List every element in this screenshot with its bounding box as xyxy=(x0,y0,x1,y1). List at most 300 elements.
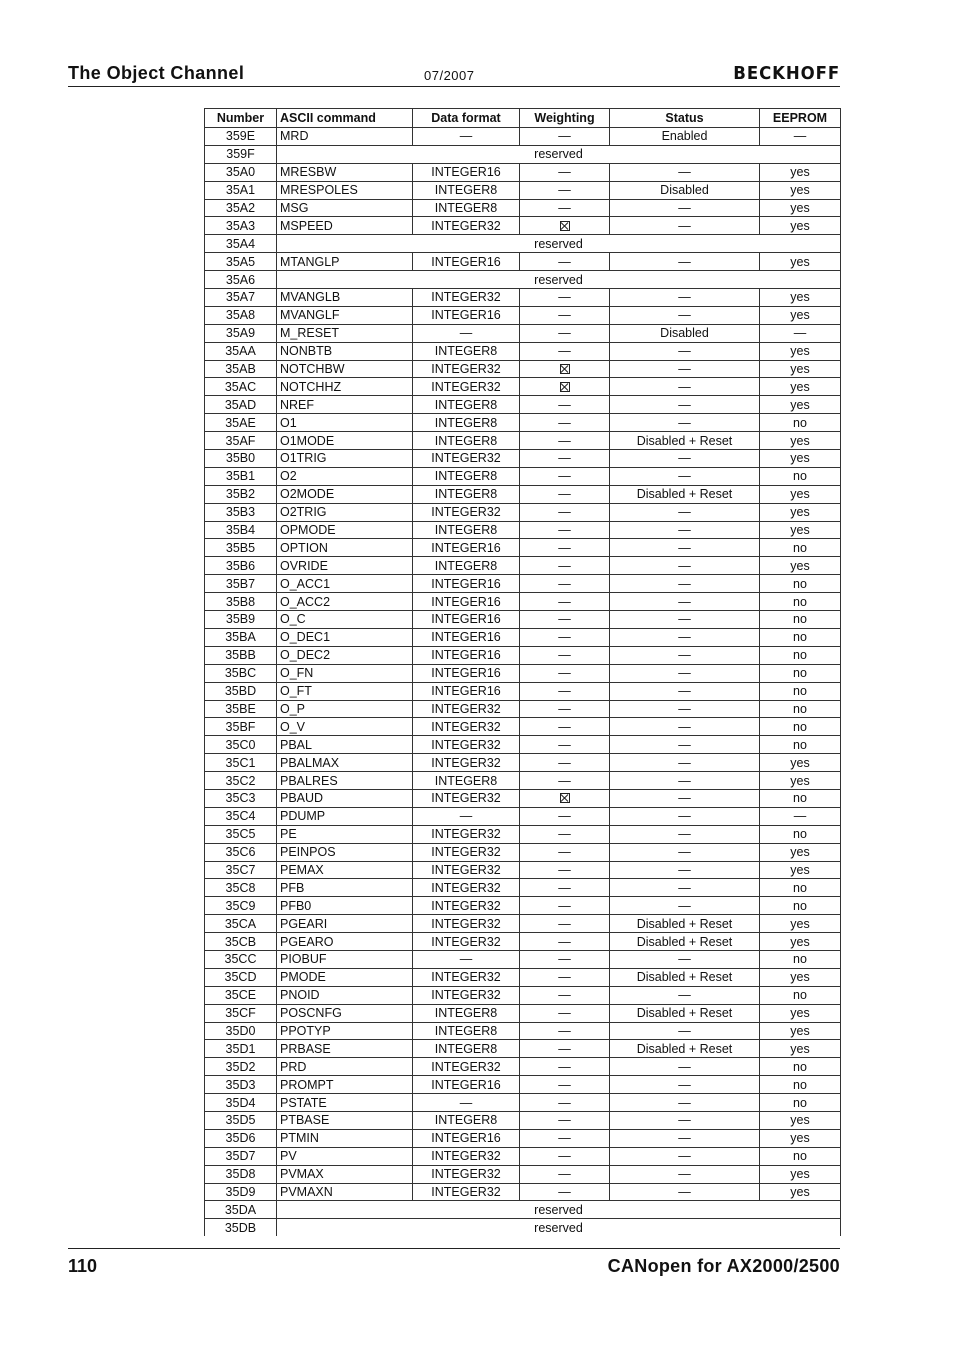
cell-status: — xyxy=(610,1022,760,1040)
checked-box-icon xyxy=(560,382,570,392)
cell-status: — xyxy=(610,736,760,754)
cell-ascii-command: O_FN xyxy=(277,664,413,682)
cell-weighting: — xyxy=(520,968,610,986)
document-title: CANopen for AX2000/2500 xyxy=(607,1256,840,1276)
table-row xyxy=(205,897,841,915)
table-row xyxy=(205,825,841,843)
cell-weighting: — xyxy=(520,181,610,199)
cell-eeprom: yes xyxy=(760,933,841,951)
cell-ascii-command: O_DEC1 xyxy=(277,628,413,646)
cell-weighting: — xyxy=(520,807,610,825)
cell-eeprom: no xyxy=(760,575,841,593)
cell-eeprom: yes xyxy=(760,450,841,468)
cell-eeprom: yes xyxy=(760,754,841,772)
table-row xyxy=(205,396,841,414)
cell-eeprom: no xyxy=(760,789,841,807)
cell-number: 35B0 xyxy=(205,450,277,468)
cell-number: 35B2 xyxy=(205,485,277,503)
cell-status: — xyxy=(610,593,760,611)
cell-data-format: — xyxy=(413,128,520,146)
cell-status: — xyxy=(610,628,760,646)
cell-weighting: — xyxy=(520,1058,610,1076)
cell-eeprom: yes xyxy=(760,915,841,933)
column-header-ascii-command: ASCII command xyxy=(277,109,413,128)
table-row xyxy=(205,611,841,629)
table-row xyxy=(205,1183,841,1201)
cell-weighting: — xyxy=(520,289,610,307)
table-row xyxy=(205,1022,841,1040)
cell-status: Disabled + Reset xyxy=(610,933,760,951)
table-row xyxy=(205,1076,841,1094)
cell-data-format: INTEGER8 xyxy=(413,432,520,450)
cell-data-format: INTEGER32 xyxy=(413,217,520,235)
cell-data-format: INTEGER32 xyxy=(413,789,520,807)
cell-data-format: INTEGER8 xyxy=(413,181,520,199)
cell-eeprom: yes xyxy=(760,163,841,181)
cell-eeprom: yes xyxy=(760,1004,841,1022)
cell-eeprom: no xyxy=(760,1094,841,1112)
footer-divider xyxy=(68,1248,840,1249)
table-row xyxy=(205,1201,841,1219)
cell-eeprom: yes xyxy=(760,306,841,324)
cell-ascii-command: PVMAXN xyxy=(277,1183,413,1201)
cell-reserved: reserved xyxy=(277,1219,841,1236)
cell-eeprom: yes xyxy=(760,342,841,360)
cell-data-format: INTEGER16 xyxy=(413,1129,520,1147)
cell-eeprom: yes xyxy=(760,1022,841,1040)
table-row xyxy=(205,1129,841,1147)
cell-eeprom: yes xyxy=(760,1183,841,1201)
cell-ascii-command: PGEARI xyxy=(277,915,413,933)
cell-eeprom: yes xyxy=(760,378,841,396)
cell-status: Disabled + Reset xyxy=(610,1004,760,1022)
column-header-status: Status xyxy=(610,109,760,128)
object-table xyxy=(204,108,841,1236)
cell-eeprom: no xyxy=(760,467,841,485)
cell-ascii-command: OPTION xyxy=(277,539,413,557)
cell-data-format: INTEGER32 xyxy=(413,718,520,736)
cell-ascii-command: O_FT xyxy=(277,682,413,700)
cell-data-format: INTEGER16 xyxy=(413,163,520,181)
table-row xyxy=(205,664,841,682)
table-row xyxy=(205,772,841,790)
cell-number: 35DA xyxy=(205,1201,277,1219)
cell-weighting: — xyxy=(520,646,610,664)
cell-data-format: INTEGER32 xyxy=(413,986,520,1004)
table-row xyxy=(205,163,841,181)
cell-ascii-command: PBAUD xyxy=(277,789,413,807)
cell-ascii-command: PTMIN xyxy=(277,1129,413,1147)
cell-weighting: — xyxy=(520,1022,610,1040)
cell-weighting: — xyxy=(520,414,610,432)
cell-number: 35A5 xyxy=(205,253,277,271)
cell-ascii-command: PGEARO xyxy=(277,933,413,951)
cell-number: 35BE xyxy=(205,700,277,718)
table-row xyxy=(205,235,841,253)
cell-data-format: INTEGER32 xyxy=(413,861,520,879)
cell-ascii-command: O1MODE xyxy=(277,432,413,450)
cell-data-format: INTEGER16 xyxy=(413,306,520,324)
cell-number: 35AF xyxy=(205,432,277,450)
cell-status: — xyxy=(610,575,760,593)
cell-status: — xyxy=(610,1129,760,1147)
cell-ascii-command: PV xyxy=(277,1147,413,1165)
cell-weighting: — xyxy=(520,485,610,503)
cell-data-format: INTEGER16 xyxy=(413,611,520,629)
cell-data-format: INTEGER16 xyxy=(413,1076,520,1094)
cell-status: — xyxy=(610,700,760,718)
page-number: 110 xyxy=(68,1256,98,1276)
cell-ascii-command: PIOBUF xyxy=(277,950,413,968)
cell-eeprom: yes xyxy=(760,253,841,271)
cell-data-format: INTEGER8 xyxy=(413,521,520,539)
cell-ascii-command: PFB0 xyxy=(277,897,413,915)
cell-data-format: INTEGER8 xyxy=(413,414,520,432)
cell-ascii-command: O1TRIG xyxy=(277,450,413,468)
table-row xyxy=(205,700,841,718)
table-row xyxy=(205,145,841,163)
cell-eeprom: no xyxy=(760,593,841,611)
table-row xyxy=(205,575,841,593)
cell-ascii-command: PEINPOS xyxy=(277,843,413,861)
cell-data-format: — xyxy=(413,950,520,968)
table-row xyxy=(205,1111,841,1129)
cell-data-format: INTEGER16 xyxy=(413,646,520,664)
table-row xyxy=(205,271,841,289)
cell-data-format: INTEGER8 xyxy=(413,342,520,360)
cell-status: — xyxy=(610,1111,760,1129)
cell-eeprom: no xyxy=(760,628,841,646)
column-header-weighting: Weighting xyxy=(520,109,610,128)
table-row xyxy=(205,950,841,968)
cell-data-format: INTEGER32 xyxy=(413,1165,520,1183)
cell-data-format: INTEGER32 xyxy=(413,897,520,915)
cell-ascii-command: MRESPOLES xyxy=(277,181,413,199)
cell-status: — xyxy=(610,253,760,271)
table-row xyxy=(205,1219,841,1236)
cell-status: — xyxy=(610,754,760,772)
cell-eeprom: no xyxy=(760,897,841,915)
cell-ascii-command: NOTCHHZ xyxy=(277,378,413,396)
cell-eeprom: no xyxy=(760,879,841,897)
table-row xyxy=(205,1004,841,1022)
cell-ascii-command: PSTATE xyxy=(277,1094,413,1112)
cell-number: 35A7 xyxy=(205,289,277,307)
cell-eeprom: — xyxy=(760,807,841,825)
cell-number: 35B8 xyxy=(205,593,277,611)
cell-data-format: INTEGER32 xyxy=(413,933,520,951)
cell-number: 35DB xyxy=(205,1219,277,1236)
cell-eeprom: yes xyxy=(760,217,841,235)
cell-number: 35A1 xyxy=(205,181,277,199)
cell-eeprom: no xyxy=(760,646,841,664)
cell-status: Disabled xyxy=(610,324,760,342)
table-row xyxy=(205,933,841,951)
cell-number: 35C4 xyxy=(205,807,277,825)
cell-ascii-command: NONBTB xyxy=(277,342,413,360)
table-row xyxy=(205,539,841,557)
cell-status: Disabled + Reset xyxy=(610,432,760,450)
cell-ascii-command: MTANGLP xyxy=(277,253,413,271)
cell-eeprom: yes xyxy=(760,199,841,217)
table-row xyxy=(205,217,841,235)
cell-ascii-command: MSG xyxy=(277,199,413,217)
cell-number: 35C1 xyxy=(205,754,277,772)
cell-weighting: — xyxy=(520,1165,610,1183)
cell-reserved: reserved xyxy=(277,145,841,163)
cell-number: 35D5 xyxy=(205,1111,277,1129)
cell-data-format: INTEGER32 xyxy=(413,503,520,521)
cell-number: 35C0 xyxy=(205,736,277,754)
cell-weighting: — xyxy=(520,718,610,736)
cell-weighting: — xyxy=(520,682,610,700)
cell-data-format: INTEGER32 xyxy=(413,825,520,843)
cell-eeprom: no xyxy=(760,700,841,718)
cell-number: 35A3 xyxy=(205,217,277,235)
cell-weighting: — xyxy=(520,163,610,181)
table-row xyxy=(205,324,841,342)
cell-status: Disabled + Reset xyxy=(610,485,760,503)
cell-number: 35BC xyxy=(205,664,277,682)
cell-eeprom: yes xyxy=(760,843,841,861)
cell-status: — xyxy=(610,199,760,217)
table-body xyxy=(205,128,841,1237)
cell-data-format: INTEGER32 xyxy=(413,843,520,861)
cell-number: 35BF xyxy=(205,718,277,736)
cell-ascii-command: O_P xyxy=(277,700,413,718)
cell-eeprom: — xyxy=(760,324,841,342)
cell-data-format: INTEGER8 xyxy=(413,467,520,485)
cell-ascii-command: M_RESET xyxy=(277,324,413,342)
cell-status: — xyxy=(610,718,760,736)
cell-weighting: — xyxy=(520,825,610,843)
cell-number: 35B9 xyxy=(205,611,277,629)
cell-weighting: — xyxy=(520,843,610,861)
cell-data-format: INTEGER32 xyxy=(413,289,520,307)
cell-weighting: — xyxy=(520,915,610,933)
cell-ascii-command: O2 xyxy=(277,467,413,485)
table-row xyxy=(205,432,841,450)
cell-eeprom: yes xyxy=(760,968,841,986)
cell-ascii-command: O_ACC1 xyxy=(277,575,413,593)
cell-eeprom: no xyxy=(760,986,841,1004)
cell-ascii-command: PMODE xyxy=(277,968,413,986)
cell-number: 35A9 xyxy=(205,324,277,342)
cell-weighting: — xyxy=(520,539,610,557)
cell-ascii-command: MRESBW xyxy=(277,163,413,181)
table-row xyxy=(205,593,841,611)
cell-number: 35AE xyxy=(205,414,277,432)
cell-data-format: INTEGER8 xyxy=(413,199,520,217)
cell-number: 35B1 xyxy=(205,467,277,485)
cell-status: — xyxy=(610,1076,760,1094)
cell-status: — xyxy=(610,378,760,396)
cell-data-format: INTEGER8 xyxy=(413,396,520,414)
column-header-data-format: Data format xyxy=(413,109,520,128)
cell-eeprom: yes xyxy=(760,503,841,521)
cell-status: — xyxy=(610,467,760,485)
cell-weighting xyxy=(520,378,610,396)
cell-data-format: — xyxy=(413,324,520,342)
cell-ascii-command: OVRIDE xyxy=(277,557,413,575)
cell-status: — xyxy=(610,861,760,879)
table-row xyxy=(205,360,841,378)
cell-number: 35D9 xyxy=(205,1183,277,1201)
table-row xyxy=(205,128,841,146)
cell-data-format: — xyxy=(413,1094,520,1112)
cell-number: 35D7 xyxy=(205,1147,277,1165)
table-row xyxy=(205,306,841,324)
column-header-eeprom: EEPROM xyxy=(760,109,841,128)
cell-weighting: — xyxy=(520,128,610,146)
cell-ascii-command: O_C xyxy=(277,611,413,629)
cell-status: — xyxy=(610,217,760,235)
cell-status: — xyxy=(610,1094,760,1112)
cell-ascii-command: PVMAX xyxy=(277,1165,413,1183)
cell-number: 35A4 xyxy=(205,235,277,253)
cell-ascii-command: PBAL xyxy=(277,736,413,754)
cell-ascii-command: NREF xyxy=(277,396,413,414)
cell-weighting: — xyxy=(520,664,610,682)
checked-box-icon xyxy=(560,364,570,374)
cell-ascii-command: O1 xyxy=(277,414,413,432)
checked-box-icon xyxy=(560,793,570,803)
cell-eeprom: — xyxy=(760,128,841,146)
cell-eeprom: no xyxy=(760,825,841,843)
table-row xyxy=(205,628,841,646)
cell-status: — xyxy=(610,1058,760,1076)
table-row xyxy=(205,789,841,807)
table-row xyxy=(205,968,841,986)
cell-number: 35A0 xyxy=(205,163,277,181)
cell-eeprom: yes xyxy=(760,432,841,450)
cell-eeprom: no xyxy=(760,718,841,736)
table-row xyxy=(205,289,841,307)
table-row xyxy=(205,342,841,360)
cell-number: 35BB xyxy=(205,646,277,664)
cell-weighting: — xyxy=(520,1040,610,1058)
cell-data-format: INTEGER32 xyxy=(413,378,520,396)
cell-reserved: reserved xyxy=(277,271,841,289)
cell-data-format: INTEGER8 xyxy=(413,1040,520,1058)
cell-status: — xyxy=(610,306,760,324)
cell-data-format: INTEGER8 xyxy=(413,557,520,575)
cell-number: 35D0 xyxy=(205,1022,277,1040)
cell-ascii-command: PNOID xyxy=(277,986,413,1004)
cell-status: — xyxy=(610,897,760,915)
cell-data-format: INTEGER8 xyxy=(413,772,520,790)
beckhoff-logo: BECKHOFF xyxy=(733,63,840,84)
cell-status: — xyxy=(610,503,760,521)
cell-data-format: INTEGER32 xyxy=(413,1183,520,1201)
table-row xyxy=(205,1040,841,1058)
cell-status: Disabled + Reset xyxy=(610,915,760,933)
cell-eeprom: no xyxy=(760,1058,841,1076)
cell-number: 35BD xyxy=(205,682,277,700)
cell-data-format: INTEGER32 xyxy=(413,700,520,718)
cell-data-format: INTEGER16 xyxy=(413,593,520,611)
cell-weighting: — xyxy=(520,1076,610,1094)
cell-data-format: INTEGER32 xyxy=(413,968,520,986)
cell-eeprom: no xyxy=(760,682,841,700)
cell-eeprom: no xyxy=(760,1147,841,1165)
cell-number: 35A2 xyxy=(205,199,277,217)
cell-ascii-command: PDUMP xyxy=(277,807,413,825)
cell-weighting xyxy=(520,360,610,378)
cell-number: 35A6 xyxy=(205,271,277,289)
table-row xyxy=(205,503,841,521)
cell-data-format: INTEGER32 xyxy=(413,360,520,378)
cell-number: 35C7 xyxy=(205,861,277,879)
cell-status: Disabled + Reset xyxy=(610,968,760,986)
table-row xyxy=(205,521,841,539)
cell-status: — xyxy=(610,450,760,468)
cell-number: 35D1 xyxy=(205,1040,277,1058)
cell-data-format: INTEGER32 xyxy=(413,736,520,754)
cell-status: — xyxy=(610,950,760,968)
cell-ascii-command: PRBASE xyxy=(277,1040,413,1058)
cell-number: 35C2 xyxy=(205,772,277,790)
cell-weighting: — xyxy=(520,450,610,468)
cell-eeprom: no xyxy=(760,736,841,754)
cell-ascii-command: POSCNFG xyxy=(277,1004,413,1022)
cell-ascii-command: MSPEED xyxy=(277,217,413,235)
cell-eeprom: no xyxy=(760,950,841,968)
cell-number: 35D2 xyxy=(205,1058,277,1076)
table-row xyxy=(205,450,841,468)
cell-status: — xyxy=(610,807,760,825)
table-row xyxy=(205,807,841,825)
cell-ascii-command: MVANGLB xyxy=(277,289,413,307)
cell-number: 35C5 xyxy=(205,825,277,843)
table-row xyxy=(205,754,841,772)
cell-ascii-command: O_DEC2 xyxy=(277,646,413,664)
cell-weighting: — xyxy=(520,754,610,772)
cell-data-format: INTEGER8 xyxy=(413,1022,520,1040)
cell-weighting: — xyxy=(520,1004,610,1022)
cell-ascii-command: MVANGLF xyxy=(277,306,413,324)
cell-eeprom: no xyxy=(760,414,841,432)
cell-number: 35C6 xyxy=(205,843,277,861)
cell-data-format: INTEGER16 xyxy=(413,628,520,646)
cell-eeprom: yes xyxy=(760,360,841,378)
cell-number: 35D3 xyxy=(205,1076,277,1094)
cell-weighting: — xyxy=(520,736,610,754)
cell-number: 35D6 xyxy=(205,1129,277,1147)
cell-weighting: — xyxy=(520,306,610,324)
cell-eeprom: yes xyxy=(760,1111,841,1129)
cell-ascii-command: PEMAX xyxy=(277,861,413,879)
cell-number: 35CC xyxy=(205,950,277,968)
cell-ascii-command: MRD xyxy=(277,128,413,146)
cell-eeprom: yes xyxy=(760,521,841,539)
cell-weighting: — xyxy=(520,432,610,450)
header-divider xyxy=(68,86,840,87)
cell-reserved: reserved xyxy=(277,235,841,253)
table-row xyxy=(205,378,841,396)
cell-status: — xyxy=(610,521,760,539)
table-row xyxy=(205,485,841,503)
cell-status: — xyxy=(610,539,760,557)
cell-data-format: INTEGER16 xyxy=(413,575,520,593)
cell-data-format: INTEGER16 xyxy=(413,539,520,557)
cell-number: 35A8 xyxy=(205,306,277,324)
cell-weighting: — xyxy=(520,1094,610,1112)
cell-weighting: — xyxy=(520,575,610,593)
cell-weighting: — xyxy=(520,897,610,915)
cell-number: 35CD xyxy=(205,968,277,986)
cell-number: 35B4 xyxy=(205,521,277,539)
